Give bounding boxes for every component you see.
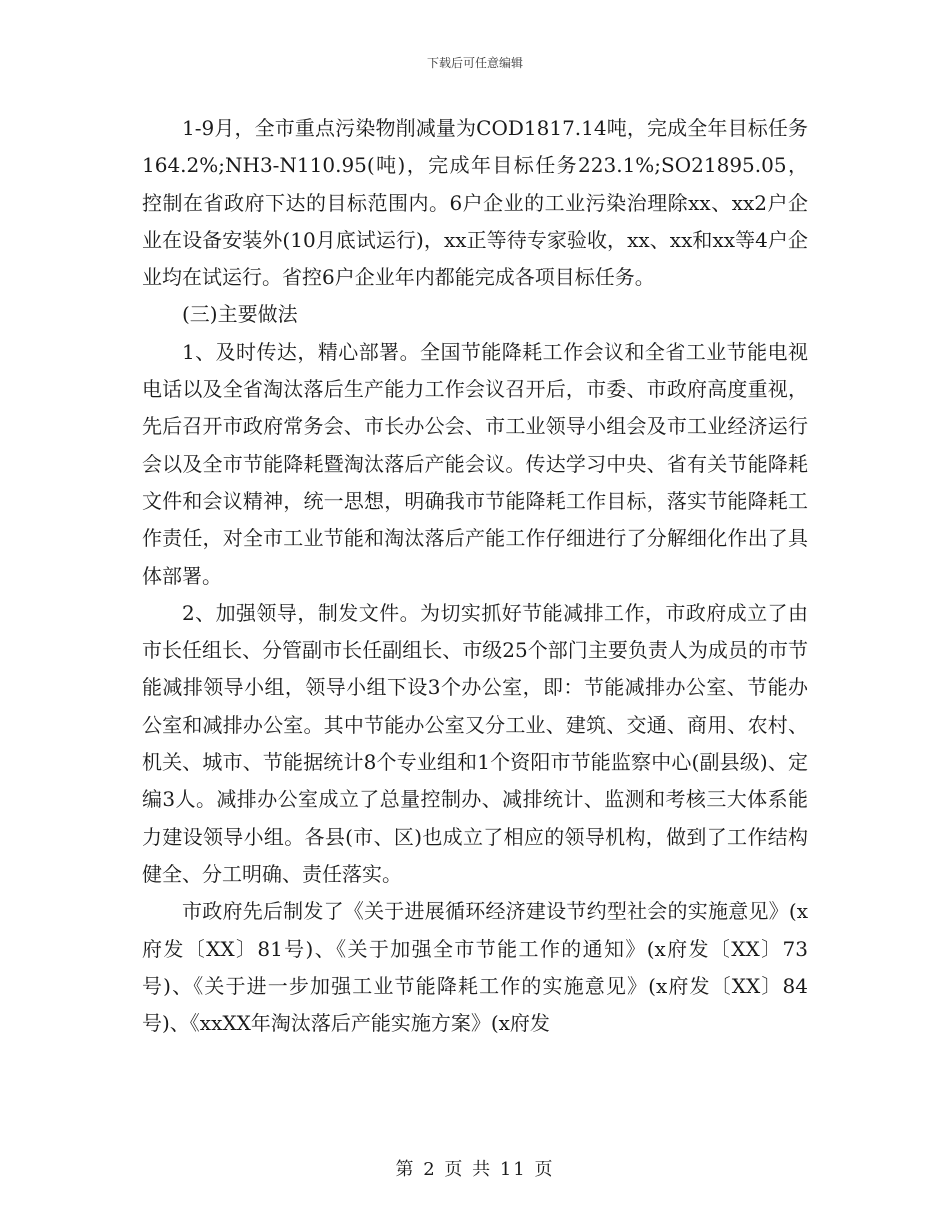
paragraph-leadership-documents: 2、加强领导，制发文件。为切实抓好节能减排工作，市政府成立了由市长任组长、分管副市长任副组长、市级25个部门主要负责人为成员的市节能减排领导小组，领导小组下设3个办公室，即：节能减排办公室、节能办公室和减排办公室。其中节能办公室又分工业、建筑、交通、商用、农村、机关、城市、节能据统计8个专业组和1个资阳市节能监察中心(副县级)、定编3人。减排办公室成立了总量控制办、减排统计、监测和考核三大体系能力建设领导小组。各县(市、区)也成立了相应的领导机构，做到了工作结构健全、分工明确、责任落实。 xyxy=(142,600,808,886)
page-header-note: 下载后可任意编辑 xyxy=(426,56,523,70)
paragraph-pollution-reduction: 1-9月，全市重点污染物削减量为COD1817.14吨，完成全年目标任务164.2%;NH3-N110.95(吨)，完成年目标任务223.1%;SO21895.05，控制在省政府下达的目标范围内。6户企业的工业污染治理除xx、xx2户企业在设备安装外(10月底试运行)，xx正等待专家验收，xx、xx和xx等4户企业均在试运行。省控6户企业年内都能完成各项目标任务。 xyxy=(142,116,808,290)
page-number: 第 2 页 共 11 页 xyxy=(395,1159,555,1180)
paragraph-government-documents: 市政府先后制发了《关于进展循环经济建设节约型社会的实施意见》(x府发〔XX〕81号)、《关于加强全市节能工作的通知》(x府发〔XX〕73号)、《关于进一步加强工业节能降耗工作的实施意见》(x府发〔XX〕84号)、《xxXX年淘汰落后产能实施方案》(x府发 xyxy=(142,899,808,1036)
section-heading-main-measures: (三)主要做法 xyxy=(182,302,298,327)
paragraph-timely-deployment: 1、及时传达，精心部署。全国节能降耗工作会议和全省工业节能电视电话以及全省淘汰落后生产能力工作会议召开后，市委、市政府高度重视，先后召开市政府常务会、市长办公会、市工业领导小组会及市工业经济运行会以及全市节能降耗暨淘汰落后产能会议。传达学习中央、省有关节能降耗文件和会议精神，统一思想，明确我市节能降耗工作目标，落实节能降耗工作责任，对全市工业节能和淘汰落后产能工作仔细进行了分解细化作出了具体部署。 xyxy=(142,339,808,588)
document-body xyxy=(142,110,808,1042)
